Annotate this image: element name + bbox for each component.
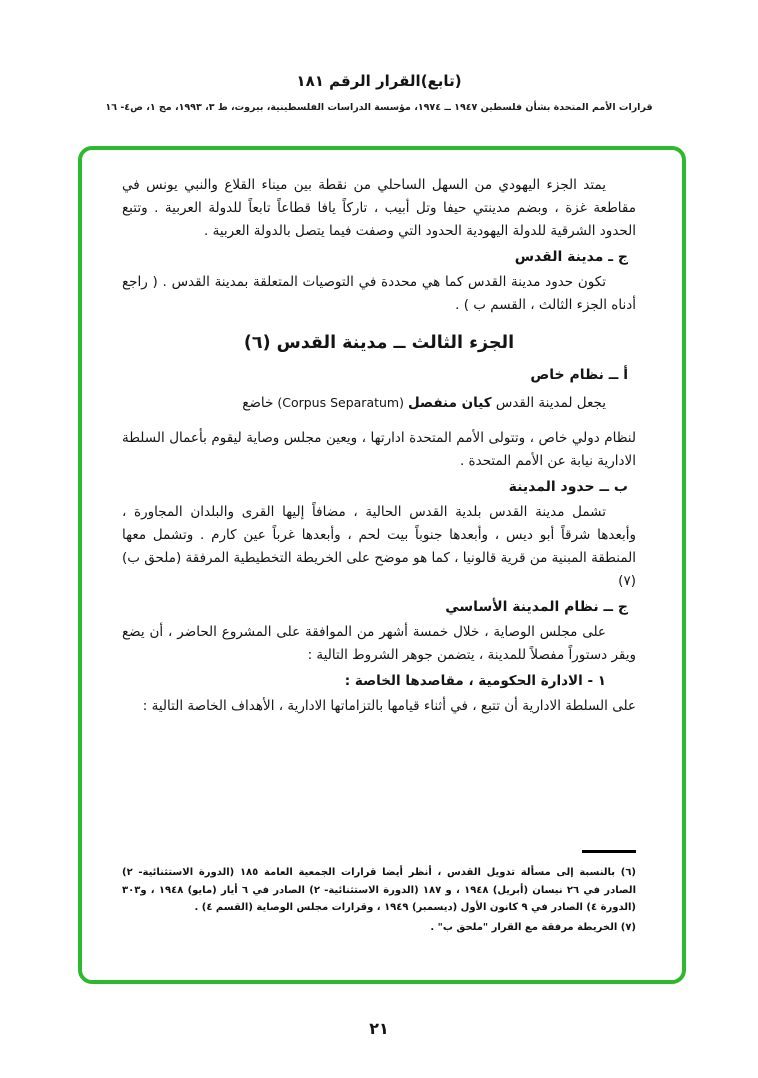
corpus-suffix-text: خاضع [242,395,274,411]
heading-statute: ج ــ نظام المدينة الأساسي [445,599,628,615]
corpus-bold-text: كيان منفصل [407,395,492,411]
paragraph-statute: على مجلس الوصاية ، خلال خمسة أشهر من الموافقة على المشروع الحاضر ، أن يضع ويقر دستوراً مفصلاً للمدينة ، يتضمن جوهر الشروط التالية : [122,624,636,663]
paragraph-administration-objectives: على السلطة الادارية أن تتبع ، في أثناء قيامها بالتزاماتها الادارية ، الأهداف الخاصة التالية : [142,698,636,714]
heading-special-regime: أ ــ نظام خاص [530,367,628,383]
part-three-title: الجزء الثالث ــ مدينة القدس (٦) [243,333,515,353]
heading-city-limits: ب ــ حدود المدينة [508,479,628,495]
paragraph-jewish-section: يمتد الجزء اليهودي من السهل الساحلي من نقطة بين ميناء القلاع والنبي يونس في مقاطعة غزة ، وبضم مدينتي حيفا وتل أبيب ، تاركاً يافا قطاعاً تابعاً للدولة العربية . وتتبع الحدود الشرقية للدولة اليهودية الحدود التي وصفت فيما يتصل بالدولة العربية . [122,177,636,239]
heading-governmental-administration: ١ - الادارة الحكومية ، مقاصدها الخاصة : [344,673,606,689]
corpus-separatum-line [122,391,636,415]
corpus-prefix-text: يجعل لمدينة القدس [491,395,606,411]
heading-city-of-jerusalem: ج ـ مدينة القدس [514,249,628,265]
source-citation-line: قرارات الأمم المتحدة بشأن فلسطين ١٩٤٧ ــ ١٩٧٤، مؤسسة الدراسات الفلسطينية، بيروت، ط ٣، ١٩٩٣، مج ١، ص٤- ١٦ [105,102,653,113]
footnote-separator-rule [582,850,636,853]
page-number: ٢١ [369,1019,389,1038]
paragraph-city-boundaries: تكون حدود مدينة القدس كما هي محددة في التوصيات المتعلقة بمدينة القدس . ( راجع أدناه الجزء الثالث ، القسم ب ) . [122,274,636,313]
paragraph-international-regime: لنظام دولي خاص ، وتتولى الأمم المتحدة ادارتها ، ويعين مجلس وصاية ليقوم بأعمال السلطة الادارية نيابة عن الأمم المتحدة . [122,430,636,469]
footnote-6: (٦) بالنسبة إلى مسألة تدويل القدس ، أنظر أيضا قرارات الجمعية العامة ١٨٥ (الدورة الاستثنائية- ٢) الصادر في ٢٦ نيسان (أبريل) ١٩٤٨ ، و ١٨٧ (الدورة الاستثنائية- ٢) الصادر في ٦ أيار (مايو) ١٩٤٨ ، و٣٠٣ (الدورة ٤) الصادر في ٩ كانون الأول (ديسمبر) ١٩٤٩ ، وقرارات مجلس الوصاية (القسم ٤) . [122,867,636,913]
footnote-7: (٧) الخريطة مرفقة مع القرار "ملحق ب" . [430,921,636,933]
corpus-latin-term: (Corpus Separatum) [273,395,408,410]
green-content-frame [78,146,686,984]
paragraph-city-limits: تشمل مدينة القدس بلدية القدس الحالية ، مضافاً إليها القرى والبلدان المجاورة ، وأبعدها شرقاً أبو ديس ، وأبعدها جنوباً بيت لحم ، وأبعدها غرباً عين كارم . وتشمل معها المنطقة المبنية من قرية قالونيا ، كما هو موضح على الخريطة التخطيطية المرفقة (ملحق ب) (٧) [122,504,636,589]
resolution-title: (تابع)القرار الرقم ١٨١ [296,72,462,90]
footnotes-section [122,850,636,936]
document-header [0,72,758,113]
